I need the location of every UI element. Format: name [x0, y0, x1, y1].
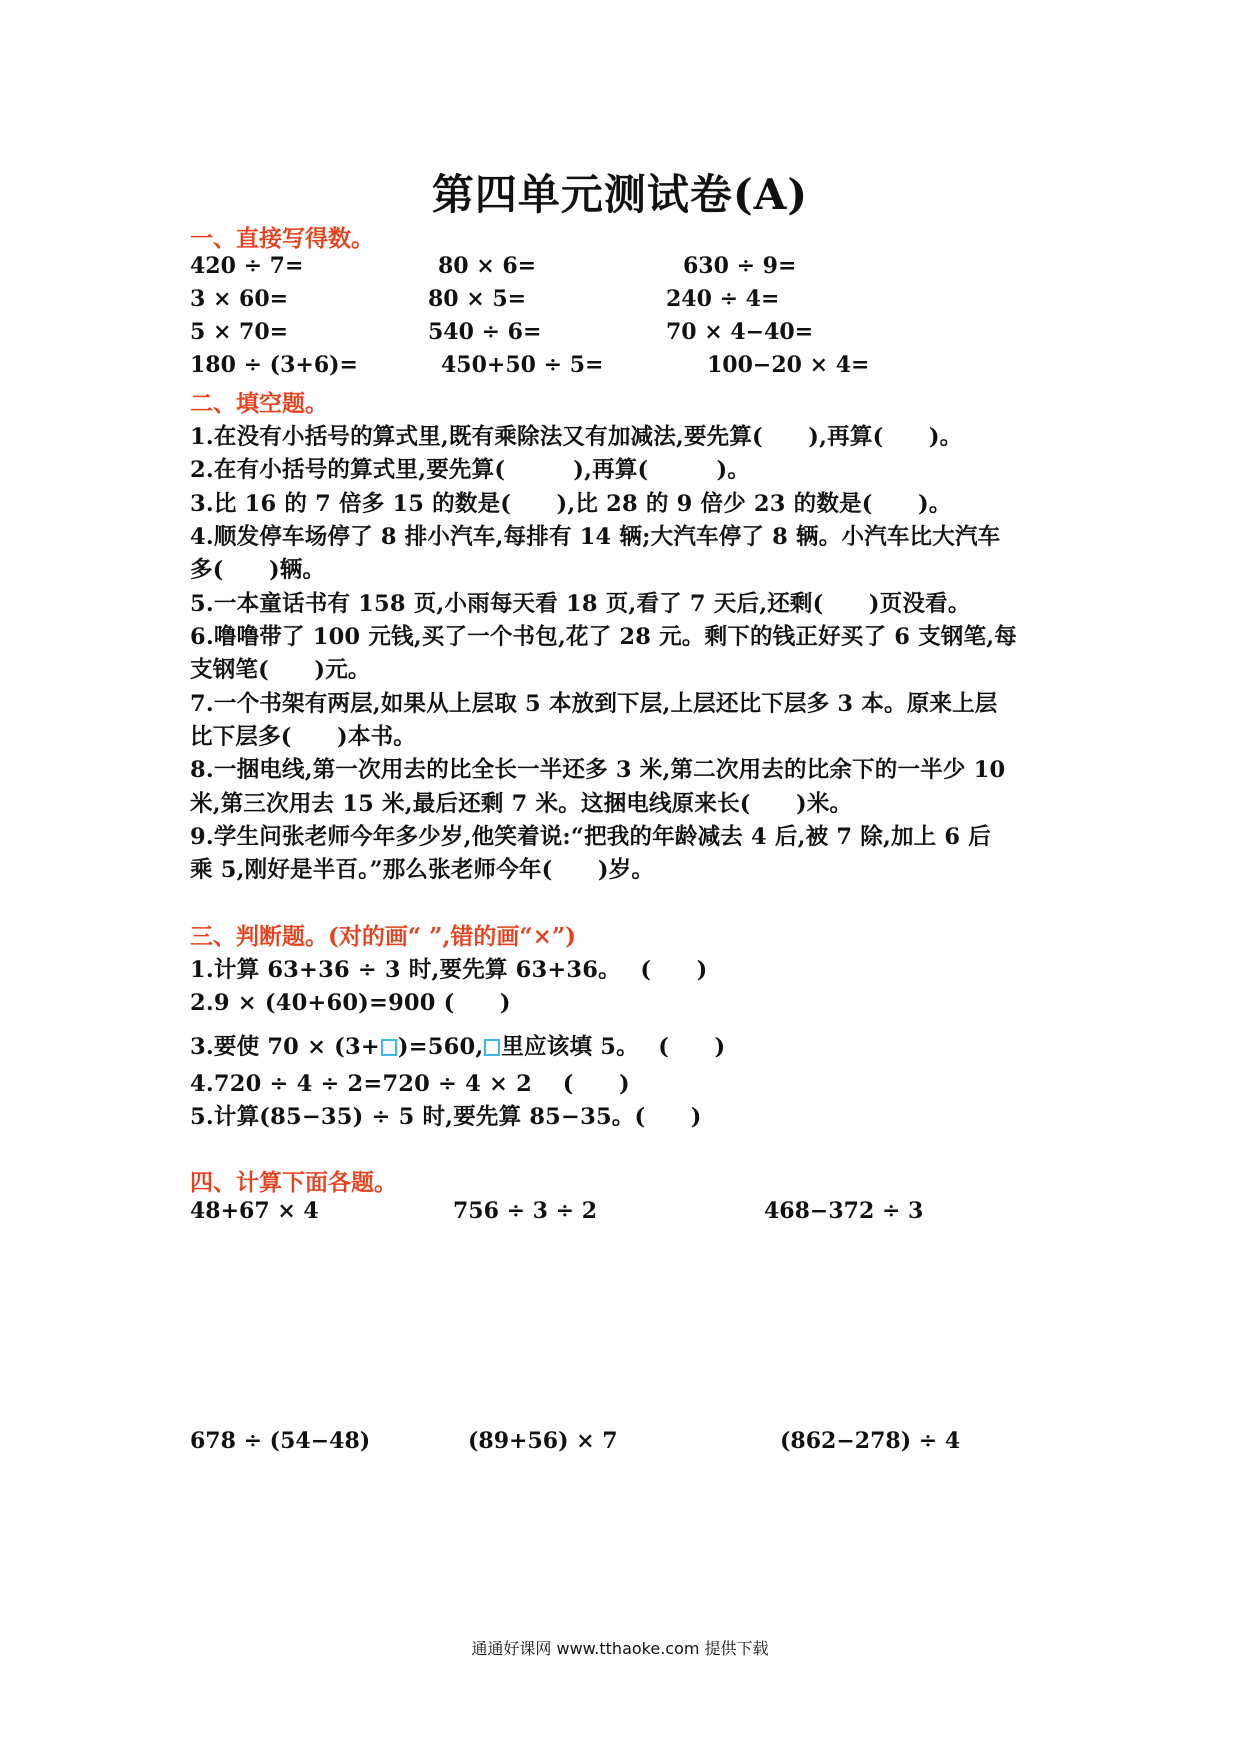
fill-question-6: 6.噜噜带了 100 元钱,买了一个书包,花了 28 元。剩下的钱正好买了 6 支钢笔,每 — [190, 624, 1017, 650]
calc-problem: 756 ÷ 3 ÷ 2 — [453, 1198, 598, 1224]
judge-question-1: 1.计算 63+36 ÷ 3 时,要先算 63+36。 ( ) — [190, 957, 708, 983]
page-title: 第四单元测试卷(A) — [431, 170, 809, 219]
oral-item: 5 × 70= — [190, 319, 289, 345]
fill-question-5: 5.一本童话书有 158 页,小雨每天看 18 页,看了 7 天后,还剩( )页没看。 — [190, 591, 971, 617]
section-title-judge: 三、判断题。(对的画“ ”,错的画“×”) — [190, 923, 576, 950]
fill-question-6-cont: 支钢笔( )元。 — [190, 657, 371, 683]
oral-row — [0, 286, 1240, 316]
blank-box-icon — [381, 1039, 397, 1056]
oral-item: 180 ÷ (3+6)= — [190, 352, 358, 378]
blank-box-icon — [484, 1039, 500, 1056]
fill-question-2: 2.在有小括号的算式里,要先算( ),再算( )。 — [190, 457, 751, 483]
judge-question-4: 4.720 ÷ 4 ÷ 2=720 ÷ 4 × 2 ( ) — [190, 1071, 630, 1097]
oral-row — [0, 319, 1240, 349]
section-title-oral: 一、直接写得数。 — [190, 225, 374, 252]
section-title-calc: 四、计算下面各题。 — [190, 1169, 397, 1196]
oral-item: 80 × 6= — [438, 253, 537, 279]
oral-item: 630 ÷ 9= — [683, 253, 797, 279]
judge-question-3 — [190, 1029, 725, 1061]
calc-row — [0, 1198, 1240, 1228]
oral-item: 540 ÷ 6= — [428, 319, 542, 345]
oral-item: 80 × 5= — [428, 286, 527, 312]
judge-question-5: 5.计算(85−35) ÷ 5 时,要先算 85−35。( ) — [190, 1104, 702, 1130]
fill-question-8: 8.一捆电线,第一次用去的比全长一半还多 3 米,第二次用去的比余下的一半少 10 — [190, 757, 1006, 783]
oral-item: 70 × 4−40= — [666, 319, 814, 345]
oral-row — [0, 352, 1240, 382]
fill-question-4: 4.顺发停车场停了 8 排小汽车,每排有 14 辆;大汽车停了 8 辆。小汽车比大汽车 — [190, 524, 1001, 550]
oral-item: 450+50 ÷ 5= — [441, 352, 604, 378]
footer-source: 通通好课网 www.tthaoke.com 提供下载 — [471, 1639, 769, 1658]
fill-question-9: 9.学生问张老师今年多少岁,他笑着说:“把我的年龄减去 4 后,被 7 除,加上 6 后 — [190, 824, 992, 850]
fill-question-8-cont: 米,第三次用去 15 米,最后还剩 7 米。这捆电线原来长( )米。 — [190, 791, 853, 817]
calc-problem: 468−372 ÷ 3 — [764, 1198, 924, 1224]
judge-q3-part-c: 里应该填 5。 ( ) — [501, 1034, 726, 1060]
fill-question-1: 1.在没有小括号的算式里,既有乘除法又有加减法,要先算( ),再算( )。 — [190, 424, 963, 450]
fill-question-7-cont: 比下层多( )本书。 — [190, 724, 416, 750]
judge-q3-part-a: 3.要使 70 × (3+ — [190, 1034, 380, 1060]
section-title-fill: 二、填空题。 — [190, 390, 328, 417]
fill-question-4-cont: 多( )辆。 — [190, 557, 326, 583]
fill-question-7: 7.一个书架有两层,如果从上层取 5 本放到下层,上层还比下层多 3 本。原来上层 — [190, 691, 998, 717]
calc-problem: 48+67 × 4 — [190, 1198, 319, 1224]
judge-q3-part-b: )=560, — [397, 1034, 484, 1060]
fill-question-3: 3.比 16 的 7 倍多 15 的数是( ),比 28 的 9 倍少 23 的数是( )。 — [190, 491, 952, 517]
oral-item: 100−20 × 4= — [707, 352, 870, 378]
oral-item: 240 ÷ 4= — [666, 286, 780, 312]
fill-question-9-cont: 乘 5,刚好是半百。”那么张老师今年( )岁。 — [190, 857, 655, 883]
calc-problem: (862−278) ÷ 4 — [780, 1428, 961, 1454]
calc-row — [0, 1428, 1240, 1458]
judge-question-2: 2.9 × (40+60)=900 ( ) — [190, 990, 511, 1016]
oral-item: 420 ÷ 7= — [190, 253, 304, 279]
oral-row — [0, 253, 1240, 283]
calc-problem: (89+56) × 7 — [468, 1428, 618, 1454]
oral-item: 3 × 60= — [190, 286, 289, 312]
calc-problem: 678 ÷ (54−48) — [190, 1428, 371, 1454]
